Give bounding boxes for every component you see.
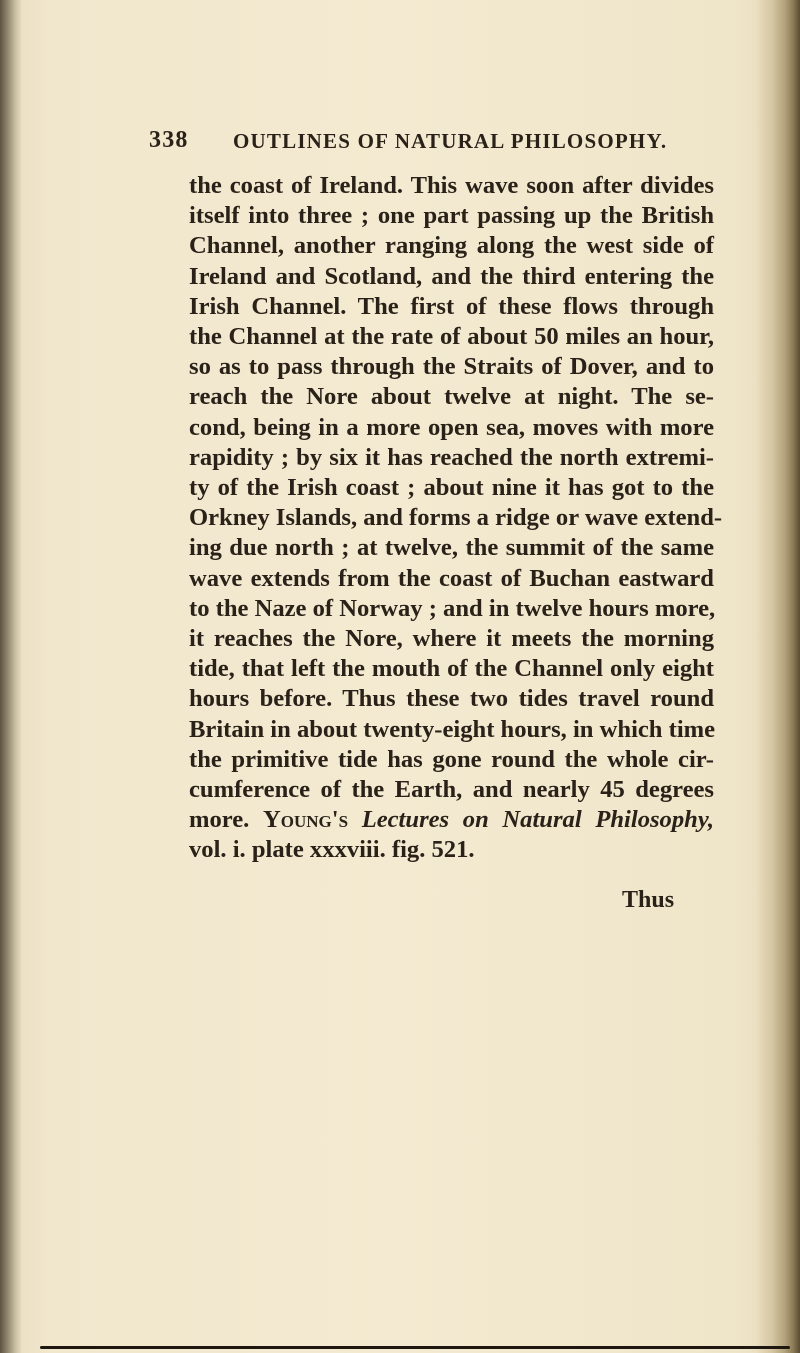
citation-reference: vol. i. plate xxxviii. fig. 521.	[189, 836, 475, 864]
text-line: rapidity ; by six it has reached the north extremi-	[189, 443, 714, 471]
page-header	[149, 127, 709, 159]
page-bottom-edge	[40, 1346, 790, 1349]
text-line: it reaches the Nore, where it meets the morning	[189, 625, 714, 653]
page-edge-shadow	[756, 0, 800, 1353]
text-line: the Channel at the rate of about 50 miles an hour,	[189, 323, 714, 351]
text-line: Channel, another ranging along the west side of	[189, 232, 714, 260]
body-text	[189, 171, 723, 866]
text-line: tide, that left the mouth of the Channel only eight	[189, 655, 714, 683]
citation-author: Young's	[262, 806, 349, 834]
citation-line	[189, 805, 714, 835]
text-line: wave extends from the coast of Buchan eastward	[189, 564, 714, 592]
catch-word: Thus	[622, 887, 675, 913]
text-line: cond, being in a more open sea, moves with more	[189, 413, 714, 441]
text-line: Orkney Islands, and forms a ridge or wave extend-	[189, 504, 723, 532]
page-binding-shadow	[0, 0, 22, 1353]
text-line: ty of the Irish coast ; about nine it has got to the	[189, 474, 714, 502]
text-line: hours before. Thus these two tides travel round	[189, 685, 714, 713]
text-line: cumference of the Earth, and nearly 45 degrees	[189, 776, 714, 804]
citation-title: Lectures on Natural Philosophy,	[361, 806, 714, 834]
text-line: ing due north ; at twelve, the summit of the same	[189, 534, 714, 562]
text-line: Irish Channel. The first of these flows through	[189, 292, 714, 320]
citation-prefix: more.	[189, 806, 250, 834]
text-line: the primitive tide has gone round the whole cir-	[189, 745, 714, 773]
text-line: reach the Nore about twelve at night. The se-	[189, 383, 714, 411]
text-line: Ireland and Scotland, and the third entering the	[189, 262, 714, 290]
text-line: so as to pass through the Straits of Dover, and to	[189, 353, 714, 381]
running-head: OUTLINES OF NATURAL PHILOSOPHY.	[233, 129, 668, 153]
text-line: to the Naze of Norway ; and in twelve hours more,	[189, 594, 716, 622]
page-number: 338	[149, 127, 189, 153]
text-line: the coast of Ireland. This wave soon after divides	[189, 172, 714, 199]
text-line: itself into three ; one part passing up the British	[189, 202, 714, 230]
text-line: Britain in about twenty-eight hours, in which time	[189, 715, 716, 743]
